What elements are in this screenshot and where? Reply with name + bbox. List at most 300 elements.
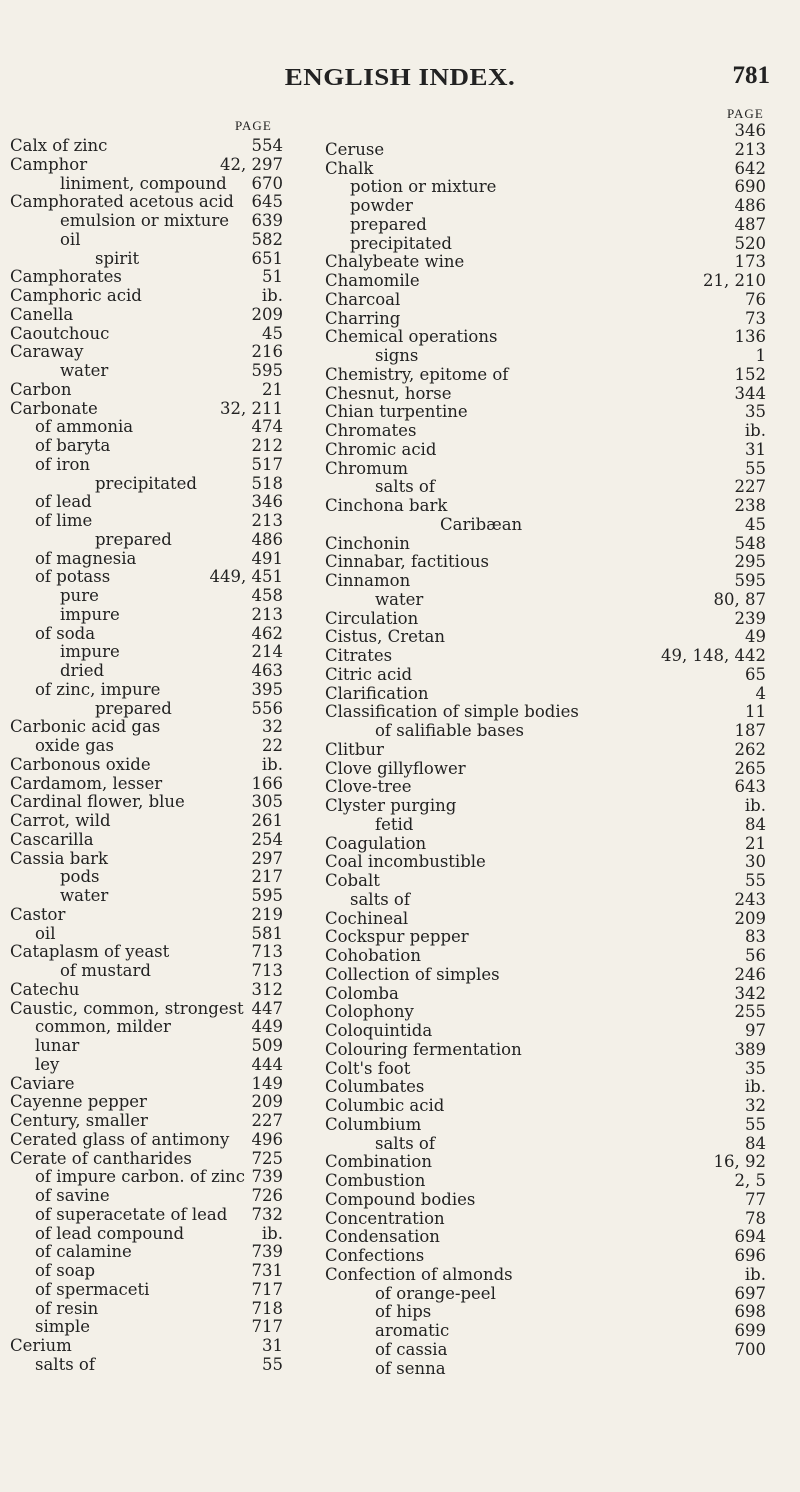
entry-term: pods bbox=[60, 867, 100, 887]
index-entry bbox=[0, 141, 800, 160]
entry-page-ref: 449, 451 bbox=[209, 567, 283, 587]
index-entry bbox=[0, 722, 800, 741]
entry-term: Chromates bbox=[325, 421, 417, 440]
entry-term: Collection of simples bbox=[325, 964, 500, 984]
entry-term: Camphorates bbox=[10, 267, 122, 287]
entry-page-ref: 209 bbox=[251, 304, 283, 324]
entry-term: Chemical operations bbox=[325, 327, 498, 347]
entry-term: impure bbox=[60, 604, 120, 624]
index-entry bbox=[0, 1153, 800, 1172]
index-entry bbox=[0, 497, 800, 516]
entry-page-ref: 217 bbox=[251, 867, 283, 887]
entry-term: Caribæan bbox=[440, 514, 523, 534]
entry-term: salts of bbox=[35, 1354, 95, 1374]
index-entry bbox=[0, 703, 800, 722]
entry-page-ref: 16, 92 bbox=[713, 1152, 766, 1172]
entry-page-ref: 518 bbox=[251, 473, 283, 493]
entry-page-ref: 718 bbox=[251, 1298, 283, 1318]
entry-page-ref: 35 bbox=[745, 402, 766, 422]
entry-page-ref: ib. bbox=[744, 1077, 766, 1097]
entry-term: Cohobation bbox=[325, 946, 421, 965]
index-entry bbox=[0, 797, 800, 816]
index-entry bbox=[0, 347, 800, 366]
entry-page-ref: 342 bbox=[734, 983, 766, 1003]
entry-page-ref: 32, 211 bbox=[220, 398, 283, 418]
entry-term: Combination bbox=[325, 1152, 432, 1172]
entry-page-ref: 595 bbox=[251, 361, 283, 380]
entry-term: Chamomile bbox=[325, 271, 420, 290]
entry-term: of lime bbox=[35, 511, 93, 530]
entry-term: potion or mixture bbox=[350, 177, 497, 197]
entry-page-ref: 80, 87 bbox=[713, 589, 766, 609]
entry-term: Cinchonin bbox=[325, 533, 410, 553]
index-entry bbox=[0, 1303, 800, 1322]
entry-term: of spermaceti bbox=[35, 1279, 150, 1299]
index-entry bbox=[0, 1135, 800, 1154]
entry-page-ref: 697 bbox=[734, 1283, 766, 1303]
entry-page-ref: 149 bbox=[251, 1073, 283, 1093]
entry-page-ref: 312 bbox=[251, 979, 283, 999]
entry-term: Coagulation bbox=[325, 833, 427, 853]
entry-page-ref: 739 bbox=[251, 1242, 283, 1262]
entry-page-ref: 346 bbox=[734, 121, 766, 140]
entry-page-ref: 548 bbox=[734, 533, 766, 553]
entry-term: salts of bbox=[375, 477, 435, 497]
index-entry bbox=[0, 1116, 800, 1135]
entry-term: oil bbox=[60, 229, 81, 249]
index-entry bbox=[0, 1285, 800, 1304]
entry-term: Columbates bbox=[325, 1077, 425, 1097]
entry-term: Columbium bbox=[325, 1114, 422, 1134]
entry-term: salts of bbox=[350, 889, 410, 909]
entry-term: Carbon bbox=[10, 379, 72, 399]
index-entry bbox=[0, 460, 800, 479]
entry-term: Citrates bbox=[325, 646, 393, 665]
entry-page-ref: 31 bbox=[745, 439, 766, 459]
entry-page-ref: 670 bbox=[251, 173, 283, 193]
index-entry bbox=[0, 1041, 800, 1060]
entry-term: dried bbox=[60, 661, 105, 680]
entry-term: Cochineal bbox=[325, 908, 409, 928]
index-entry bbox=[0, 403, 800, 422]
entry-page-ref: 717 bbox=[251, 1317, 283, 1337]
entry-page-ref: 214 bbox=[251, 642, 283, 662]
entry-term: Condensation bbox=[325, 1227, 440, 1247]
entry-term: prepared bbox=[95, 698, 172, 718]
index-entry bbox=[0, 553, 800, 572]
index-entry bbox=[0, 310, 800, 329]
entry-page-ref: 31 bbox=[262, 1336, 283, 1355]
entry-page-ref: 344 bbox=[734, 383, 766, 403]
entry-term: signs bbox=[375, 346, 419, 365]
entry-page-ref: 595 bbox=[734, 571, 766, 590]
entry-page-ref: 56 bbox=[745, 946, 766, 965]
entry-page-ref: 209 bbox=[734, 908, 766, 928]
entry-page-ref: 297 bbox=[251, 848, 283, 868]
entry-page-ref: 243 bbox=[734, 889, 766, 909]
entry-page-ref: 254 bbox=[251, 829, 283, 849]
index-entry bbox=[0, 535, 800, 554]
entry-page-ref: 209 bbox=[251, 1092, 283, 1112]
entry-term: impure bbox=[60, 642, 120, 662]
entry-page-ref: 83 bbox=[745, 927, 766, 947]
entry-page-ref: 581 bbox=[251, 923, 283, 943]
index-entry bbox=[0, 366, 800, 385]
index-entry bbox=[0, 872, 800, 891]
index-entry bbox=[0, 1266, 800, 1285]
entry-term: of orange-peel bbox=[375, 1283, 496, 1303]
entry-page-ref: 486 bbox=[734, 196, 766, 215]
entry-term: precipitated bbox=[350, 233, 452, 253]
entry-term: of soda bbox=[35, 623, 96, 643]
entry-term: Canella bbox=[10, 304, 74, 324]
entry-term: Cerated glass of antimony bbox=[10, 1129, 230, 1149]
entry-term: Carbonic acid gas bbox=[10, 717, 161, 737]
entry-page-ref: 42, 297 bbox=[220, 154, 283, 174]
entry-page-ref: 21 bbox=[262, 379, 283, 399]
entry-page-ref: 731 bbox=[251, 1261, 283, 1280]
entry-page-ref: 216 bbox=[251, 342, 283, 362]
entry-page-ref: 699 bbox=[734, 1321, 766, 1340]
entry-page-ref: 21 bbox=[745, 833, 766, 853]
index-entry bbox=[0, 1003, 800, 1022]
entry-term: Colomba bbox=[325, 983, 399, 1003]
entry-page-ref: 509 bbox=[251, 1036, 283, 1055]
entry-term: Chemistry, epitome of bbox=[325, 364, 509, 384]
index-entry bbox=[0, 966, 800, 985]
entry-page-ref: 295 bbox=[734, 552, 766, 572]
index-entry bbox=[0, 328, 800, 347]
entry-page-ref: 732 bbox=[251, 1204, 283, 1224]
entry-term: Cinnabar, factitious bbox=[325, 552, 489, 572]
entry-page-ref: 239 bbox=[734, 608, 766, 628]
entry-term: Century, smaller bbox=[10, 1111, 148, 1130]
index-entry bbox=[0, 1172, 800, 1191]
entry-term: lunar bbox=[35, 1036, 80, 1055]
index-entry bbox=[0, 628, 800, 647]
entry-page-ref: 32 bbox=[745, 1096, 766, 1115]
entry-page-ref: 73 bbox=[745, 308, 766, 328]
entry-page-ref: 152 bbox=[734, 364, 766, 384]
index-entry bbox=[0, 647, 800, 666]
entry-term: Caraway bbox=[10, 342, 84, 362]
entry-page-ref: 713 bbox=[251, 961, 283, 980]
entry-term: Colouring fermentation bbox=[325, 1039, 522, 1059]
index-entry bbox=[0, 1341, 800, 1360]
entry-term: of calamine bbox=[35, 1242, 132, 1262]
index-entry bbox=[0, 891, 800, 910]
entry-term: Calx of zinc bbox=[10, 136, 108, 155]
index-entry bbox=[0, 778, 800, 797]
entry-term: Cinchona bark bbox=[325, 496, 448, 515]
entry-term: water bbox=[375, 589, 424, 609]
entry-page-ref: 389 bbox=[734, 1039, 766, 1059]
entry-page-ref: ib. bbox=[744, 421, 766, 440]
entry-term: Concentration bbox=[325, 1208, 445, 1228]
entry-term: Carbonate bbox=[10, 398, 98, 418]
entry-term: prepared bbox=[350, 214, 427, 234]
entry-page-ref: 35 bbox=[745, 1058, 766, 1078]
entry-page-ref: 496 bbox=[251, 1129, 283, 1149]
entry-term: Castor bbox=[10, 904, 66, 924]
index-entry bbox=[0, 591, 800, 610]
entry-page-ref: 458 bbox=[251, 586, 283, 605]
entry-page-ref: 582 bbox=[251, 229, 283, 249]
entry-term: Cerate of cantharides bbox=[10, 1148, 192, 1168]
entry-term: Coal incombustible bbox=[325, 852, 486, 872]
entry-term: fetid bbox=[375, 814, 414, 834]
entry-term: oil bbox=[35, 923, 56, 943]
entry-term: aromatic bbox=[375, 1321, 450, 1340]
entry-term: simple bbox=[35, 1317, 90, 1337]
entry-term: Charcoal bbox=[325, 289, 401, 309]
index-entry bbox=[0, 572, 800, 591]
entry-page-ref: 694 bbox=[734, 1227, 766, 1247]
entry-term: Cockspur pepper bbox=[325, 927, 469, 947]
entry-term: Carrot, wild bbox=[10, 811, 111, 830]
entry-term: Cassia bark bbox=[10, 848, 109, 868]
entry-page-ref: ib. bbox=[744, 796, 766, 815]
index-entry bbox=[0, 666, 800, 685]
index-entry bbox=[0, 122, 800, 141]
entry-term: Ceruse bbox=[325, 139, 385, 159]
entry-term: Carbonous oxide bbox=[10, 754, 151, 774]
entry-term: Catechu bbox=[10, 979, 80, 999]
entry-term: oxide gas bbox=[35, 736, 114, 755]
entry-page-ref: 725 bbox=[251, 1148, 283, 1168]
entry-term: Clove-tree bbox=[325, 777, 412, 797]
entry-term: Confections bbox=[325, 1246, 425, 1265]
entry-term: Cardamom, lesser bbox=[10, 773, 163, 793]
left-page-label: PAGE bbox=[235, 118, 272, 133]
entry-term: Confection of almonds bbox=[325, 1264, 513, 1284]
index-entry bbox=[0, 1228, 800, 1247]
entry-page-ref: 49, 148, 442 bbox=[661, 646, 766, 665]
entry-term: Camphor bbox=[10, 154, 88, 174]
entry-page-ref: 51 bbox=[262, 267, 283, 287]
entry-term: water bbox=[60, 361, 109, 380]
entry-page-ref: 395 bbox=[251, 679, 283, 699]
index-entry bbox=[0, 291, 800, 310]
entry-term: of potass bbox=[35, 567, 111, 587]
right-page-label: PAGE bbox=[727, 106, 764, 121]
entry-term: of impure carbon. of zinc bbox=[35, 1167, 245, 1187]
entry-page-ref: 187 bbox=[734, 721, 766, 740]
index-entry bbox=[0, 835, 800, 854]
entry-page-ref: 700 bbox=[734, 1339, 766, 1359]
entry-term: of hips bbox=[375, 1302, 432, 1322]
entry-page-ref: 713 bbox=[251, 942, 283, 962]
index-entry bbox=[0, 516, 800, 535]
entry-page-ref: 346 bbox=[251, 492, 283, 512]
index-entry bbox=[0, 272, 800, 291]
entry-page-ref: 213 bbox=[251, 511, 283, 530]
entry-page-ref: ib. bbox=[261, 1223, 283, 1243]
entry-term: of ammonia bbox=[35, 417, 134, 437]
entry-page-ref: 645 bbox=[251, 192, 283, 212]
index-entry bbox=[0, 610, 800, 629]
index-entry bbox=[0, 385, 800, 404]
entry-page-ref: 11 bbox=[745, 702, 766, 722]
entry-page-ref: 305 bbox=[251, 792, 283, 812]
entry-page-ref: 55 bbox=[262, 1354, 283, 1374]
entry-page-ref: 78 bbox=[745, 1208, 766, 1228]
index-entry bbox=[0, 1360, 800, 1379]
index-entry bbox=[0, 741, 800, 760]
index-entry bbox=[0, 947, 800, 966]
entry-page-ref: 45 bbox=[262, 323, 283, 343]
entry-page-ref: 690 bbox=[734, 177, 766, 197]
entry-page-ref: 238 bbox=[734, 496, 766, 515]
entry-page-ref: 32 bbox=[262, 717, 283, 737]
page-header-title: ENGLISH INDEX. bbox=[284, 63, 516, 91]
entry-page-ref: 84 bbox=[745, 1133, 766, 1153]
entry-term: Compound bodies bbox=[325, 1189, 476, 1209]
entry-term: of salifiable bases bbox=[375, 721, 524, 740]
entry-page-ref: 246 bbox=[734, 964, 766, 984]
entry-term: Chromum bbox=[325, 458, 408, 478]
entry-page-ref: 486 bbox=[251, 529, 283, 549]
entry-term: common, milder bbox=[35, 1017, 171, 1037]
entry-term: Cobalt bbox=[325, 871, 380, 890]
entry-term: Chromic acid bbox=[325, 439, 437, 459]
entry-page-ref: 227 bbox=[734, 477, 766, 497]
entry-term: Clitbur bbox=[325, 739, 384, 759]
entry-term: liniment, compound bbox=[60, 173, 227, 193]
entry-term: of mustard bbox=[60, 961, 151, 980]
entry-page-ref: 447 bbox=[251, 998, 283, 1018]
entry-page-ref: 261 bbox=[251, 811, 283, 830]
index-entry bbox=[0, 1191, 800, 1210]
entry-term: Chesnut, horse bbox=[325, 383, 452, 403]
entry-page-ref: 166 bbox=[251, 773, 283, 793]
entry-page-ref: 487 bbox=[734, 214, 766, 234]
entry-page-ref: 49 bbox=[745, 627, 766, 647]
entry-term: of resin bbox=[35, 1298, 99, 1318]
entry-term: prepared bbox=[95, 529, 172, 549]
entry-page-ref: 717 bbox=[251, 1279, 283, 1299]
index-entry bbox=[0, 422, 800, 441]
entry-term: spirit bbox=[95, 248, 140, 268]
entry-page-ref: 726 bbox=[251, 1186, 283, 1205]
entry-page-ref: 449 bbox=[251, 1017, 283, 1037]
entry-page-ref: ib. bbox=[261, 286, 283, 305]
entry-term: of savine bbox=[35, 1186, 110, 1205]
entry-page-ref: 219 bbox=[251, 904, 283, 924]
entry-term: Combustion bbox=[325, 1171, 426, 1190]
index-entry bbox=[0, 910, 800, 929]
entry-page-ref: 639 bbox=[251, 211, 283, 230]
entry-page-ref: 556 bbox=[251, 698, 283, 718]
entry-term: Citric acid bbox=[325, 664, 413, 684]
entry-page-ref: 554 bbox=[251, 136, 283, 155]
entry-page-ref: 2, 5 bbox=[734, 1171, 766, 1190]
entry-term: ley bbox=[35, 1054, 60, 1074]
entry-term: Columbic acid bbox=[325, 1096, 445, 1115]
index-entry bbox=[0, 197, 800, 216]
entry-term: Cascarilla bbox=[10, 829, 94, 849]
entry-term: of soap bbox=[35, 1261, 96, 1280]
index-entry bbox=[0, 1060, 800, 1079]
entry-term: emulsion or mixture bbox=[60, 211, 230, 230]
index-entry bbox=[0, 235, 800, 254]
index-entry bbox=[0, 1022, 800, 1041]
entry-term: Cerium bbox=[10, 1336, 72, 1355]
entry-term: Camphoric acid bbox=[10, 286, 142, 305]
entry-page-ref: 4 bbox=[755, 683, 766, 703]
entry-term: Colt's foot bbox=[325, 1058, 411, 1078]
index-entry bbox=[0, 1247, 800, 1266]
entry-term: Cataplasm of yeast bbox=[10, 942, 170, 962]
entry-page-ref: 173 bbox=[734, 252, 766, 272]
entry-term: Cinnamon bbox=[325, 571, 411, 590]
entry-page-ref: 651 bbox=[251, 248, 283, 268]
entry-page-ref: ib. bbox=[744, 1264, 766, 1284]
entry-page-ref: 55 bbox=[745, 458, 766, 478]
entry-page-ref: 213 bbox=[734, 139, 766, 159]
index-entry bbox=[0, 853, 800, 872]
entry-page-ref: 227 bbox=[251, 1111, 283, 1130]
entry-term: Classification of simple bodies bbox=[325, 702, 579, 722]
entry-term: of baryta bbox=[35, 436, 111, 455]
index-entry bbox=[0, 1078, 800, 1097]
entry-term: Caviare bbox=[10, 1073, 75, 1093]
entry-page-ref: 97 bbox=[745, 1021, 766, 1040]
entry-term: salts of bbox=[375, 1133, 435, 1153]
index-entry bbox=[0, 685, 800, 704]
entry-term: Caoutchouc bbox=[10, 323, 110, 343]
index-entry bbox=[0, 985, 800, 1004]
entry-term: pure bbox=[60, 586, 99, 605]
entry-page-ref: 595 bbox=[251, 886, 283, 905]
entry-page-ref: 444 bbox=[251, 1054, 283, 1074]
entry-term: Clarification bbox=[325, 683, 429, 703]
entry-term: of zinc, impure bbox=[35, 679, 161, 699]
entry-term: Clyster purging bbox=[325, 796, 457, 815]
index-entry bbox=[0, 253, 800, 272]
entry-page-ref: 55 bbox=[745, 1114, 766, 1134]
entry-page-ref: 21, 210 bbox=[703, 271, 766, 290]
entry-term: of cassia bbox=[375, 1339, 448, 1359]
index-entry bbox=[0, 1210, 800, 1229]
entry-page-ref: 77 bbox=[745, 1189, 766, 1209]
entry-page-ref: 265 bbox=[734, 758, 766, 778]
entry-page-ref: 474 bbox=[251, 417, 283, 437]
entry-term: Chalybeate wine bbox=[325, 252, 465, 272]
entry-page-ref: 643 bbox=[734, 777, 766, 797]
entry-page-ref: ib. bbox=[261, 754, 283, 774]
index-entry bbox=[0, 160, 800, 179]
entry-page-ref: 45 bbox=[745, 514, 766, 534]
entry-term: powder bbox=[350, 196, 413, 215]
entry-term: Circulation bbox=[325, 608, 419, 628]
index-entry bbox=[0, 1322, 800, 1341]
entry-term: of magnesia bbox=[35, 548, 137, 568]
entry-term: of lead compound bbox=[35, 1223, 185, 1243]
entry-term: Camphorated acetous acid bbox=[10, 192, 234, 212]
entry-page-ref: 520 bbox=[734, 233, 766, 253]
index-entry bbox=[0, 928, 800, 947]
entry-page-ref: 84 bbox=[745, 814, 766, 834]
entry-page-ref: 136 bbox=[734, 327, 766, 347]
entry-term: precipitated bbox=[95, 473, 197, 493]
index-entry bbox=[0, 216, 800, 235]
entry-page-ref: 491 bbox=[251, 548, 283, 568]
entry-page-ref: 30 bbox=[745, 852, 766, 872]
entry-page-ref: 517 bbox=[251, 454, 283, 474]
entry-term: Chian turpentine bbox=[325, 402, 468, 422]
index-entry bbox=[0, 441, 800, 460]
